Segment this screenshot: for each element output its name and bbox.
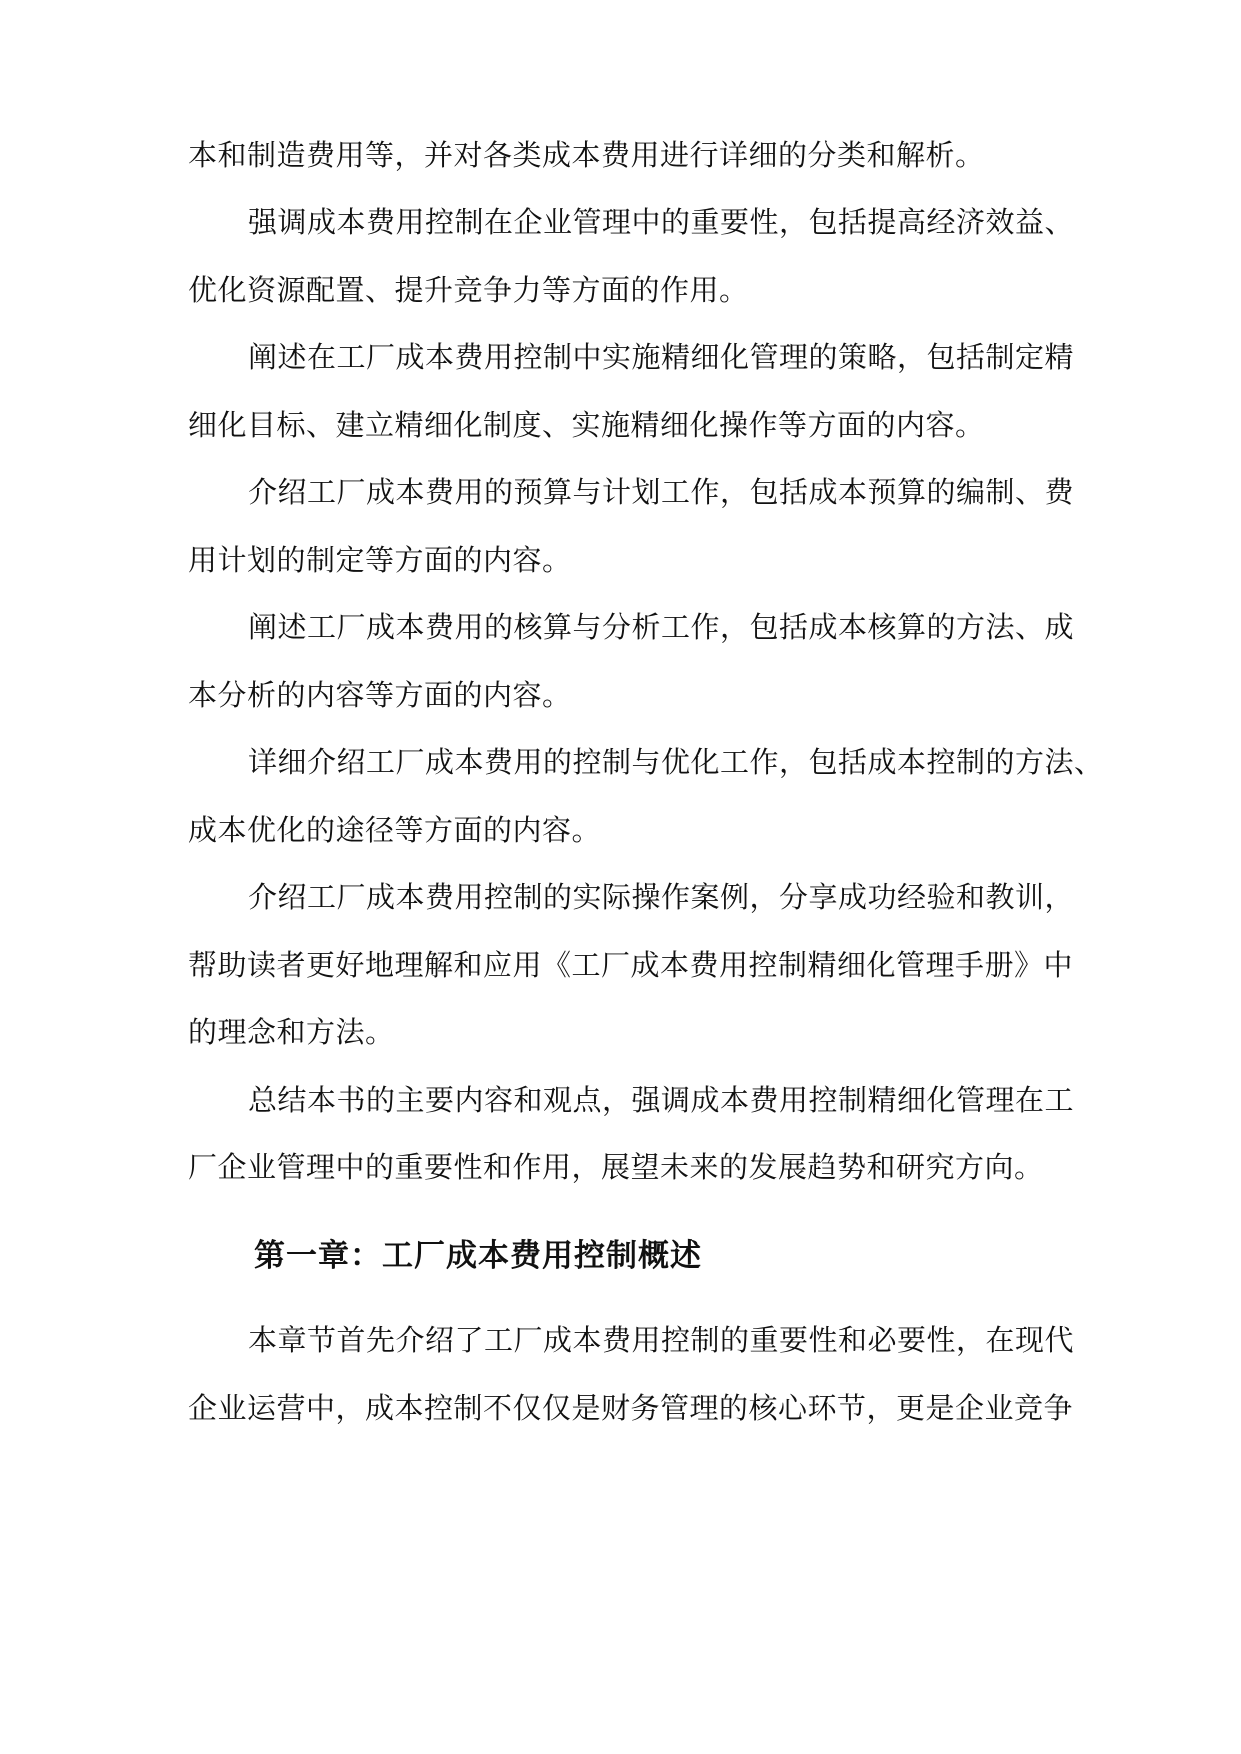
- paragraph-line: 用计划的制定等方面的内容。: [188, 543, 572, 577]
- chapter-heading: 第一章：工厂成本费用控制概述: [254, 1238, 702, 1274]
- paragraph-line: 企业运营中，成本控制不仅仅是财务管理的核心环节，更是企业竞争: [188, 1391, 1074, 1425]
- paragraph-line: 本章节首先介绍了工厂成本费用控制的重要性和必要性，在现代: [248, 1323, 1075, 1357]
- paragraph-line: 厂企业管理中的重要性和作用，展望未来的发展趋势和研究方向。: [188, 1150, 1044, 1184]
- paragraph-line: 介绍工厂成本费用控制的实际操作案例，分享成功经验和教训，: [248, 880, 1075, 914]
- paragraph-line: 介绍工厂成本费用的预算与计划工作，包括成本预算的编制、费: [248, 475, 1075, 509]
- paragraph-line: 优化资源配置、提升竞争力等方面的作用。: [188, 273, 749, 307]
- paragraph-line: 的理念和方法。: [188, 1015, 395, 1049]
- paragraph-line: 强调成本费用控制在企业管理中的重要性，包括提高经济效益、: [248, 205, 1075, 239]
- paragraph-line: 成本优化的途径等方面的内容。: [188, 813, 602, 847]
- paragraph-line: 本和制造费用等，并对各类成本费用进行详细的分类和解析。: [188, 138, 985, 172]
- paragraph-line: 阐述工厂成本费用的核算与分析工作，包括成本核算的方法、成: [248, 610, 1075, 644]
- paragraph-line: 帮助读者更好地理解和应用《工厂成本费用控制精细化管理手册》中: [188, 948, 1074, 982]
- paragraph-line: 详细介绍工厂成本费用的控制与优化工作，包括成本控制的方法、: [248, 745, 1104, 779]
- paragraph-line: 总结本书的主要内容和观点，强调成本费用控制精细化管理在工: [248, 1083, 1075, 1117]
- paragraph-line: 细化目标、建立精细化制度、实施精细化操作等方面的内容。: [188, 408, 985, 442]
- paragraph-line: 阐述在工厂成本费用控制中实施精细化管理的策略，包括制定精: [248, 340, 1075, 374]
- paragraph-line: 本分析的内容等方面的内容。: [188, 678, 572, 712]
